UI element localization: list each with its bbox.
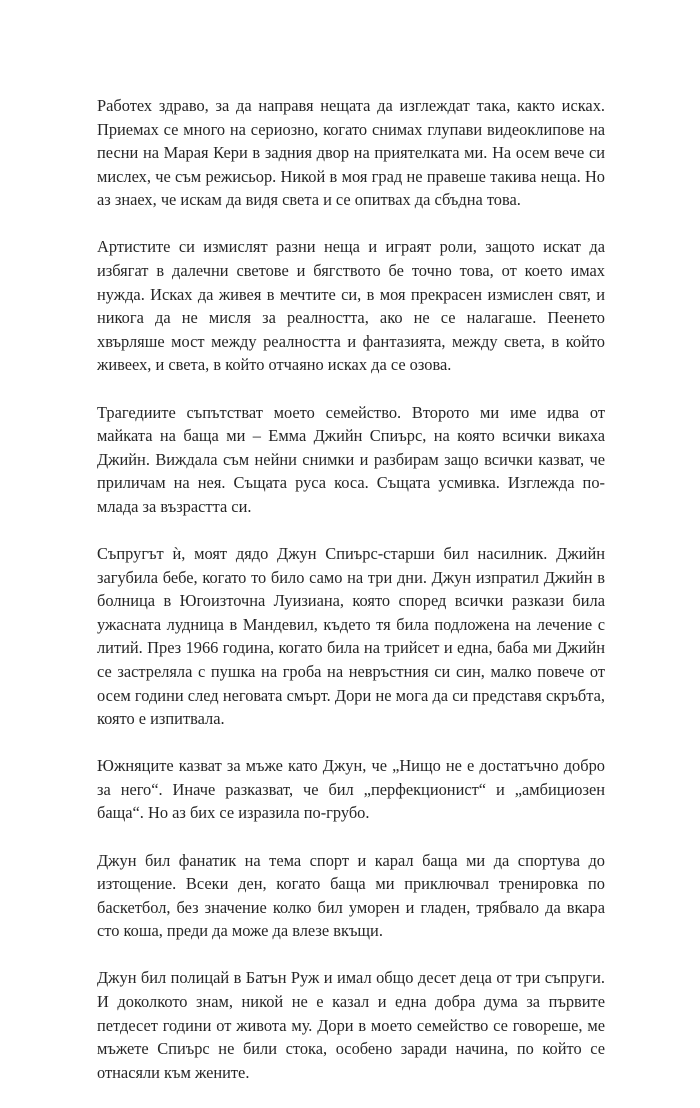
paragraph-2: Артистите си измислят разни неща и играят роли, защото искат да избягат в далечни светове и бягството бе точно това, от което имах нужда. Исках да живея в мечтите си, в моя прекрасен измислен свят, и никога да не мисля за реалността, ако не се налагаше. Пеенето хвърляше мост между реалността и фантазията, между света, в който живеех, и света, в който отчаяно исках да се озова. [97,237,605,375]
paragraph-6: Джун бил фанатик на тема спорт и карал баща ми да спортува до изтощение. Всеки ден, когато баща ми приключвал тренировка по баскетбол, без значение колко бил уморен и гладен, трябвало да вкара сто коша, преди да може да влезе вкъщи. [97,850,605,941]
paragraph-3: Трагедиите съпътстват моето семейство. Второто ми име идва от майката на баща ми – Емма Джийн Спиърс, на която всички викаха Джийн. Виждала съм нейни снимки и разбирам защо всички казват, че приличам на нея. Същата руса коса. Същата усмивка. Изглежда по-млада за възрастта си. [97,402,605,516]
paragraph-1: Работех здраво, за да направя нещата да изглеждат така, както исках. Приемах се много на сериозно, когато снимах глупави видеоклипове на песни на Марая Кери в задния двор на приятелката ми. На осем вече си мислех, че съм режисьор. Никой в моя град не правеше такива неща. Но аз знаех, че искам да видя света и се опитвах да сбъдна това. [97,96,605,210]
paragraph-5: Южняците казват за мъже като Джун, че „Нищо не е достатъчно добро за него“. Иначе разказват, че бил „перфекционист“ и „амбициозен баща“. Но аз бих се изразила по-грубо. [97,756,605,823]
body-text [97,94,605,1108]
paragraph-4: Съпругът ѝ, моят дядо Джун Спиърс-старши бил насилник. Джийн загубила бебе, когато то било само на три дни. Джун изпратил Джийн в болница в Югоизточна Луизиана, която според всички разкази била ужасната лудница в Мандевил, където тя била подложена на лечение с литий. През 1966 година, когато била на трийсет и една, баба ми Джийн се застреляла с пушка на гроба на невръстния си син, малко повече от осем години след неговата смърт. Дори не мога да си представя скръбта, която е изпитвала. [97,544,605,729]
paragraph-7: Джун бил полицай в Батън Руж и имал общо десет деца от три съпруги. И доколкото знам, никой не е казал и една добра дума за първите петдесет години от живота му. Дори в моето семейство се говореше, ме мъжете Спиърс не били стока, особено заради начина, по който се отнасяли към жените. [97,968,605,1082]
